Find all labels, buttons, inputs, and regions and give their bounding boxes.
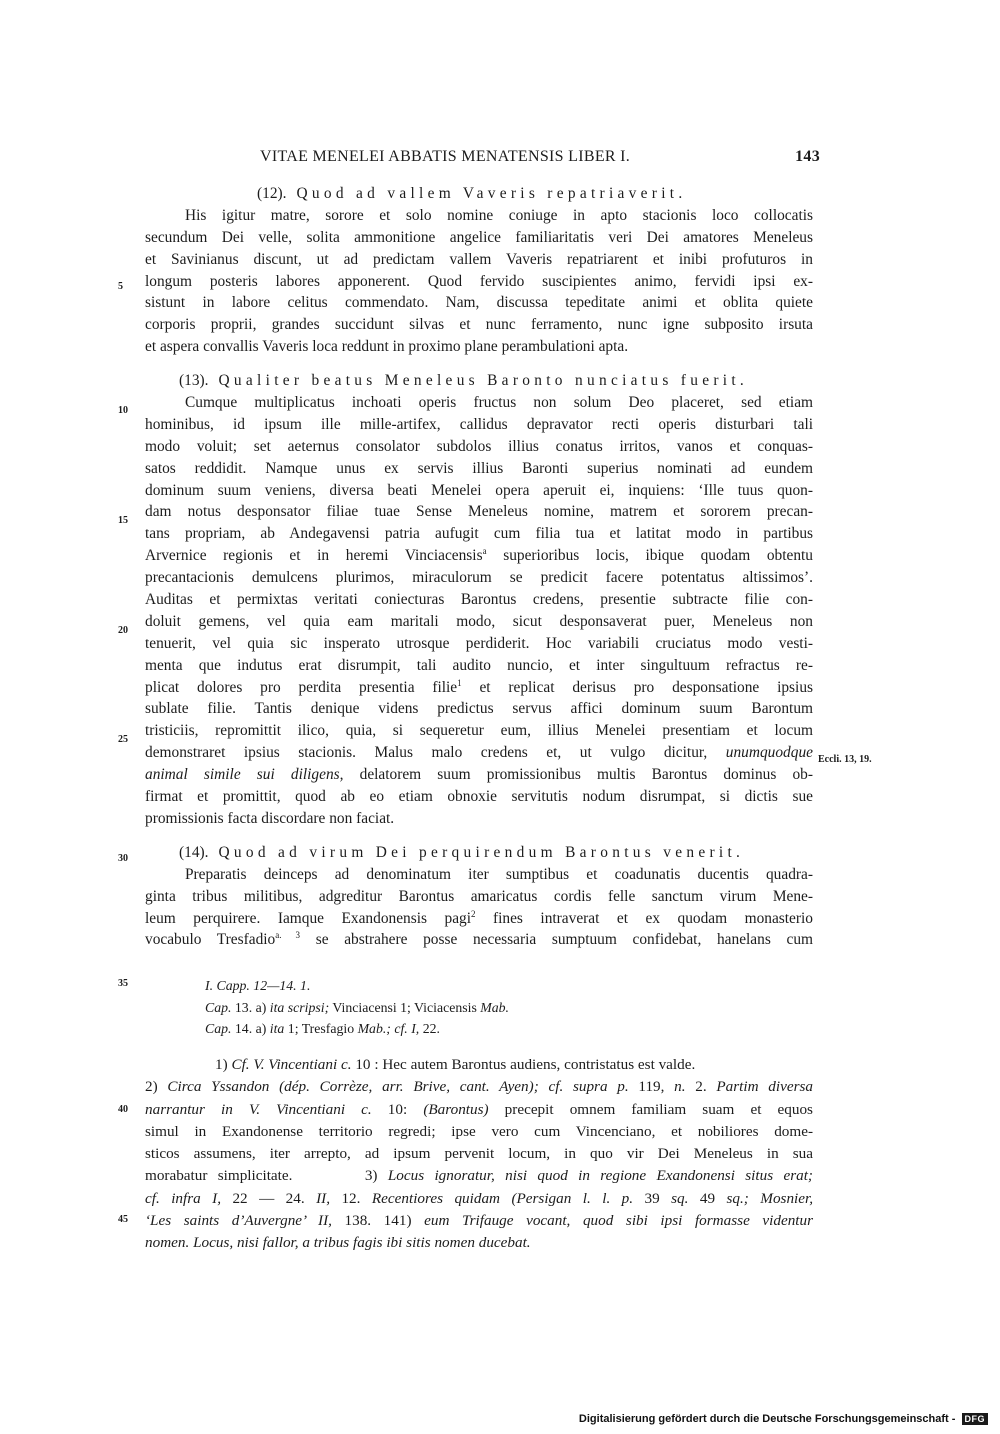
line-number: 15 [118, 515, 128, 526]
text-line: tans propriam, ab Andegavensi patria aufugit cum filia tua et latitat modo in partibus [145, 525, 813, 543]
text-line: His igitur matre, sorore et solo nomine coniuge in apto stacionis loco collocatis [185, 206, 813, 224]
text-line: longum posteris labores apponerent. Quod fervido suscipientes animo, fervidi ipsi ex- [145, 272, 813, 290]
line-number: 20 [118, 625, 128, 636]
page-header [145, 148, 820, 170]
line-number: 5 [118, 281, 123, 292]
chapter-title: Quod ad vallem Vaveris repatriaverit. [296, 185, 687, 202]
text-line: dominum suum veniens, diversa beati Menelei opera aperuit ei, inquiens: ‘Ille tuus quon- [145, 481, 813, 499]
line-number: 30 [118, 853, 128, 864]
apparatus-line: Cap. 13. a) ita scripsi; Vinciacensi 1; Viciacensis Mab. [205, 999, 510, 1015]
dfg-logo: DFG [962, 1413, 989, 1425]
chapter-heading [145, 183, 813, 205]
line-number: 10 [118, 405, 128, 416]
line-number: 45 [118, 1214, 128, 1225]
text-line: hominibus, id ipsum ille mille-artifex, callidus depravator recti operis disturbari tali [145, 415, 813, 433]
text-line: animal simile sui diligens, delatorem suum promissionibus multis Barontus dominus ob- [145, 766, 813, 784]
text-line: firmat et promittit, quod ab eo etiam obnoxie servitutis nodum disrumpat, si dictis sue [145, 788, 813, 806]
text-line: plicat dolores pro perdita presentia filie$^1$ et replicat derisus pro desponsatione ipsius [145, 677, 813, 696]
chapter-heading [145, 370, 813, 392]
critical-apparatus [145, 975, 813, 1040]
text-line: sistunt in labore celitus commendato. Nam, discussa tepeditate animi et oblita quiete [145, 294, 813, 312]
footnote-line: 1) Cf. V. Vincentiani c. 10 : Hec autem Barontus audiens, contristatus est valde. [215, 1056, 696, 1073]
text-line: corporis proprii, grandes succidunt silvas et nunc ferramento, nunc igne subposito irsuta [145, 316, 813, 334]
footnotes [145, 1054, 813, 1255]
text-line: sublate filie. Tantis denique videns predictus servus affici dominum suum Barontum [145, 700, 813, 718]
chapter-number: (12). [257, 185, 287, 202]
footnote-line: cf. infra I, 22 — 24. II, 12. Recentiores quidam (Persigan l. l. p. 39 sq. 49 sq.; Mosnier, [145, 1189, 814, 1207]
text-line: et aspera convallis Vaveris loca reddunt in proximo plane perambulationi apta. [145, 338, 629, 356]
main-text [145, 183, 813, 951]
page-number: 143 [795, 148, 820, 165]
text-line: demonstraret ipsius stacionis. Malus malo credens et, ut vulgo dicitur, unumquodque [145, 744, 813, 762]
text-line: ginta tribus militibus, adgreditur Barontus amaricatus cordis felle sanctum virum Mene- [145, 887, 813, 905]
footnote-line: morabatur simplicitate. 3) Locus ignoratur, nisi quod in regione Exandonensi situs erat; [145, 1167, 813, 1185]
chapter-number: (14). [179, 843, 209, 861]
footnote-line: nomen. Locus, nisi fallor, a tribus fagis ibi sitis nomen ducebat. [145, 1234, 531, 1252]
text-line: precantacionis demulcens plurimos, miraculorum se predicit facere potentatus altissimos’. [145, 569, 813, 587]
footnote-line: narrantur in V. Vincentiani c. 10: (Barontus) precepit omnem familiam suam et equos [145, 1100, 813, 1118]
footnote-line: ‘Les saints d’Auvergne’ II, 138. 141) eum Trifauge vocant, quod sibi ipsi formasse videntur [145, 1212, 814, 1230]
text-line: Cumque multiplicatus inchoati operis fructus non solum Deo placeret, sed etiam [185, 394, 813, 412]
apparatus-line: Cap. 14. a) ita 1; Tresfagio Mab.; cf. I, 22. [205, 1021, 440, 1036]
text-line: doluit gemens, vel quia eam maritali modo, sicut desponsaverat puer, Meneleus non [145, 612, 813, 630]
footnote-line: 2) Circa Yssandon (dép. Corrèze, arr. Brive, cant. Ayen); cf. supra p. 119, n. 2. Partim diversa [145, 1078, 814, 1096]
chapter-heading [145, 842, 813, 864]
line-number: 40 [118, 1104, 128, 1115]
text-line: leum perquirere. Iamque Exandonensis pagi$^2$ fines intraverat et ex quodam monasterio [145, 908, 813, 927]
footnote-line: simul in Exandonense territorio regredi; ipse vero cum Vincenciano, et nobiliores dome- [145, 1122, 813, 1140]
line-number: 25 [118, 734, 128, 745]
text-line: tristiciis, repromittit ilico, quia, si sequeretur eum, illius Menelei presentiam et locum [145, 722, 813, 740]
chapter-number: (13). [179, 372, 209, 390]
digitization-credit [579, 1413, 988, 1425]
running-title: VITAE MENELEI ABBATIS MENATENSIS LIBER I. [260, 148, 631, 165]
text-line: Preparatis deinceps ad denominatum iter sumptibus et coadunatis ducentis quadra- [185, 865, 813, 883]
text-line: Auditas et permixtas veritati coniecturas Barontus credens, presentie subtracte filie con- [145, 591, 813, 609]
text-line: modo voluit; set aeternus consolator subdolos illius conatus irritos, vanos et conquas- [145, 437, 813, 455]
text-line: vocabulo Tresfadio$^{a. 3}$ se abstrahere posse necessaria sumptuum confidebat, hanelans cum [145, 930, 813, 949]
text-line: et Savinianus discunt, ut ad predictam vallem Vaveris repatriarent et inibi profuturos in [145, 250, 813, 268]
footnote-line: sticos assumens, iter arrepto, ad ipsum pervenit locum, in quo vir Dei Meneleus in sua [145, 1145, 813, 1163]
text-line: tenuerit, vel quia sic insperato utrosque perdiderit. Hoc variabili cruciatus modo vesti- [145, 634, 813, 652]
chapter-title: Quod ad virum Dei perquirendum Barontus venerit. [218, 843, 745, 861]
text-line: menta que indutus erat disrumpit, tali audito nuncio, et inter singultuum refractus re- [145, 656, 813, 674]
chapter-title: Qualiter beatus Meneleus Baronto nunciatus fuerit. [218, 372, 749, 390]
digitization-text: Digitalisierung gefördert durch die Deutsche Forschungsgemeinschaft - [578, 1413, 956, 1425]
text-line: satos reddidit. Namque unus ex servis illius Baronti superius nominati ad eundem [145, 459, 813, 477]
text-line: dam notus desponsator filiae tuae Sense Meneleus nomine, matrem et sororem precan- [145, 503, 813, 521]
apparatus-line: I. Capp. 12—14. 1. [205, 978, 311, 993]
text-line: secundum Dei velle, solita ammonitione angelice familiaritatis veri Dei amatores Meneleus [145, 228, 813, 246]
text-line: promissionis facta discordare non faciat. [145, 809, 395, 827]
line-number: 35 [118, 978, 128, 989]
margin-reference: Eccli. 13, 19. [818, 754, 872, 765]
text-line: Arvernice regionis et in heremi Vinciacensis$^a$ superioribus locis, ibique quodam obtentu [145, 546, 813, 565]
